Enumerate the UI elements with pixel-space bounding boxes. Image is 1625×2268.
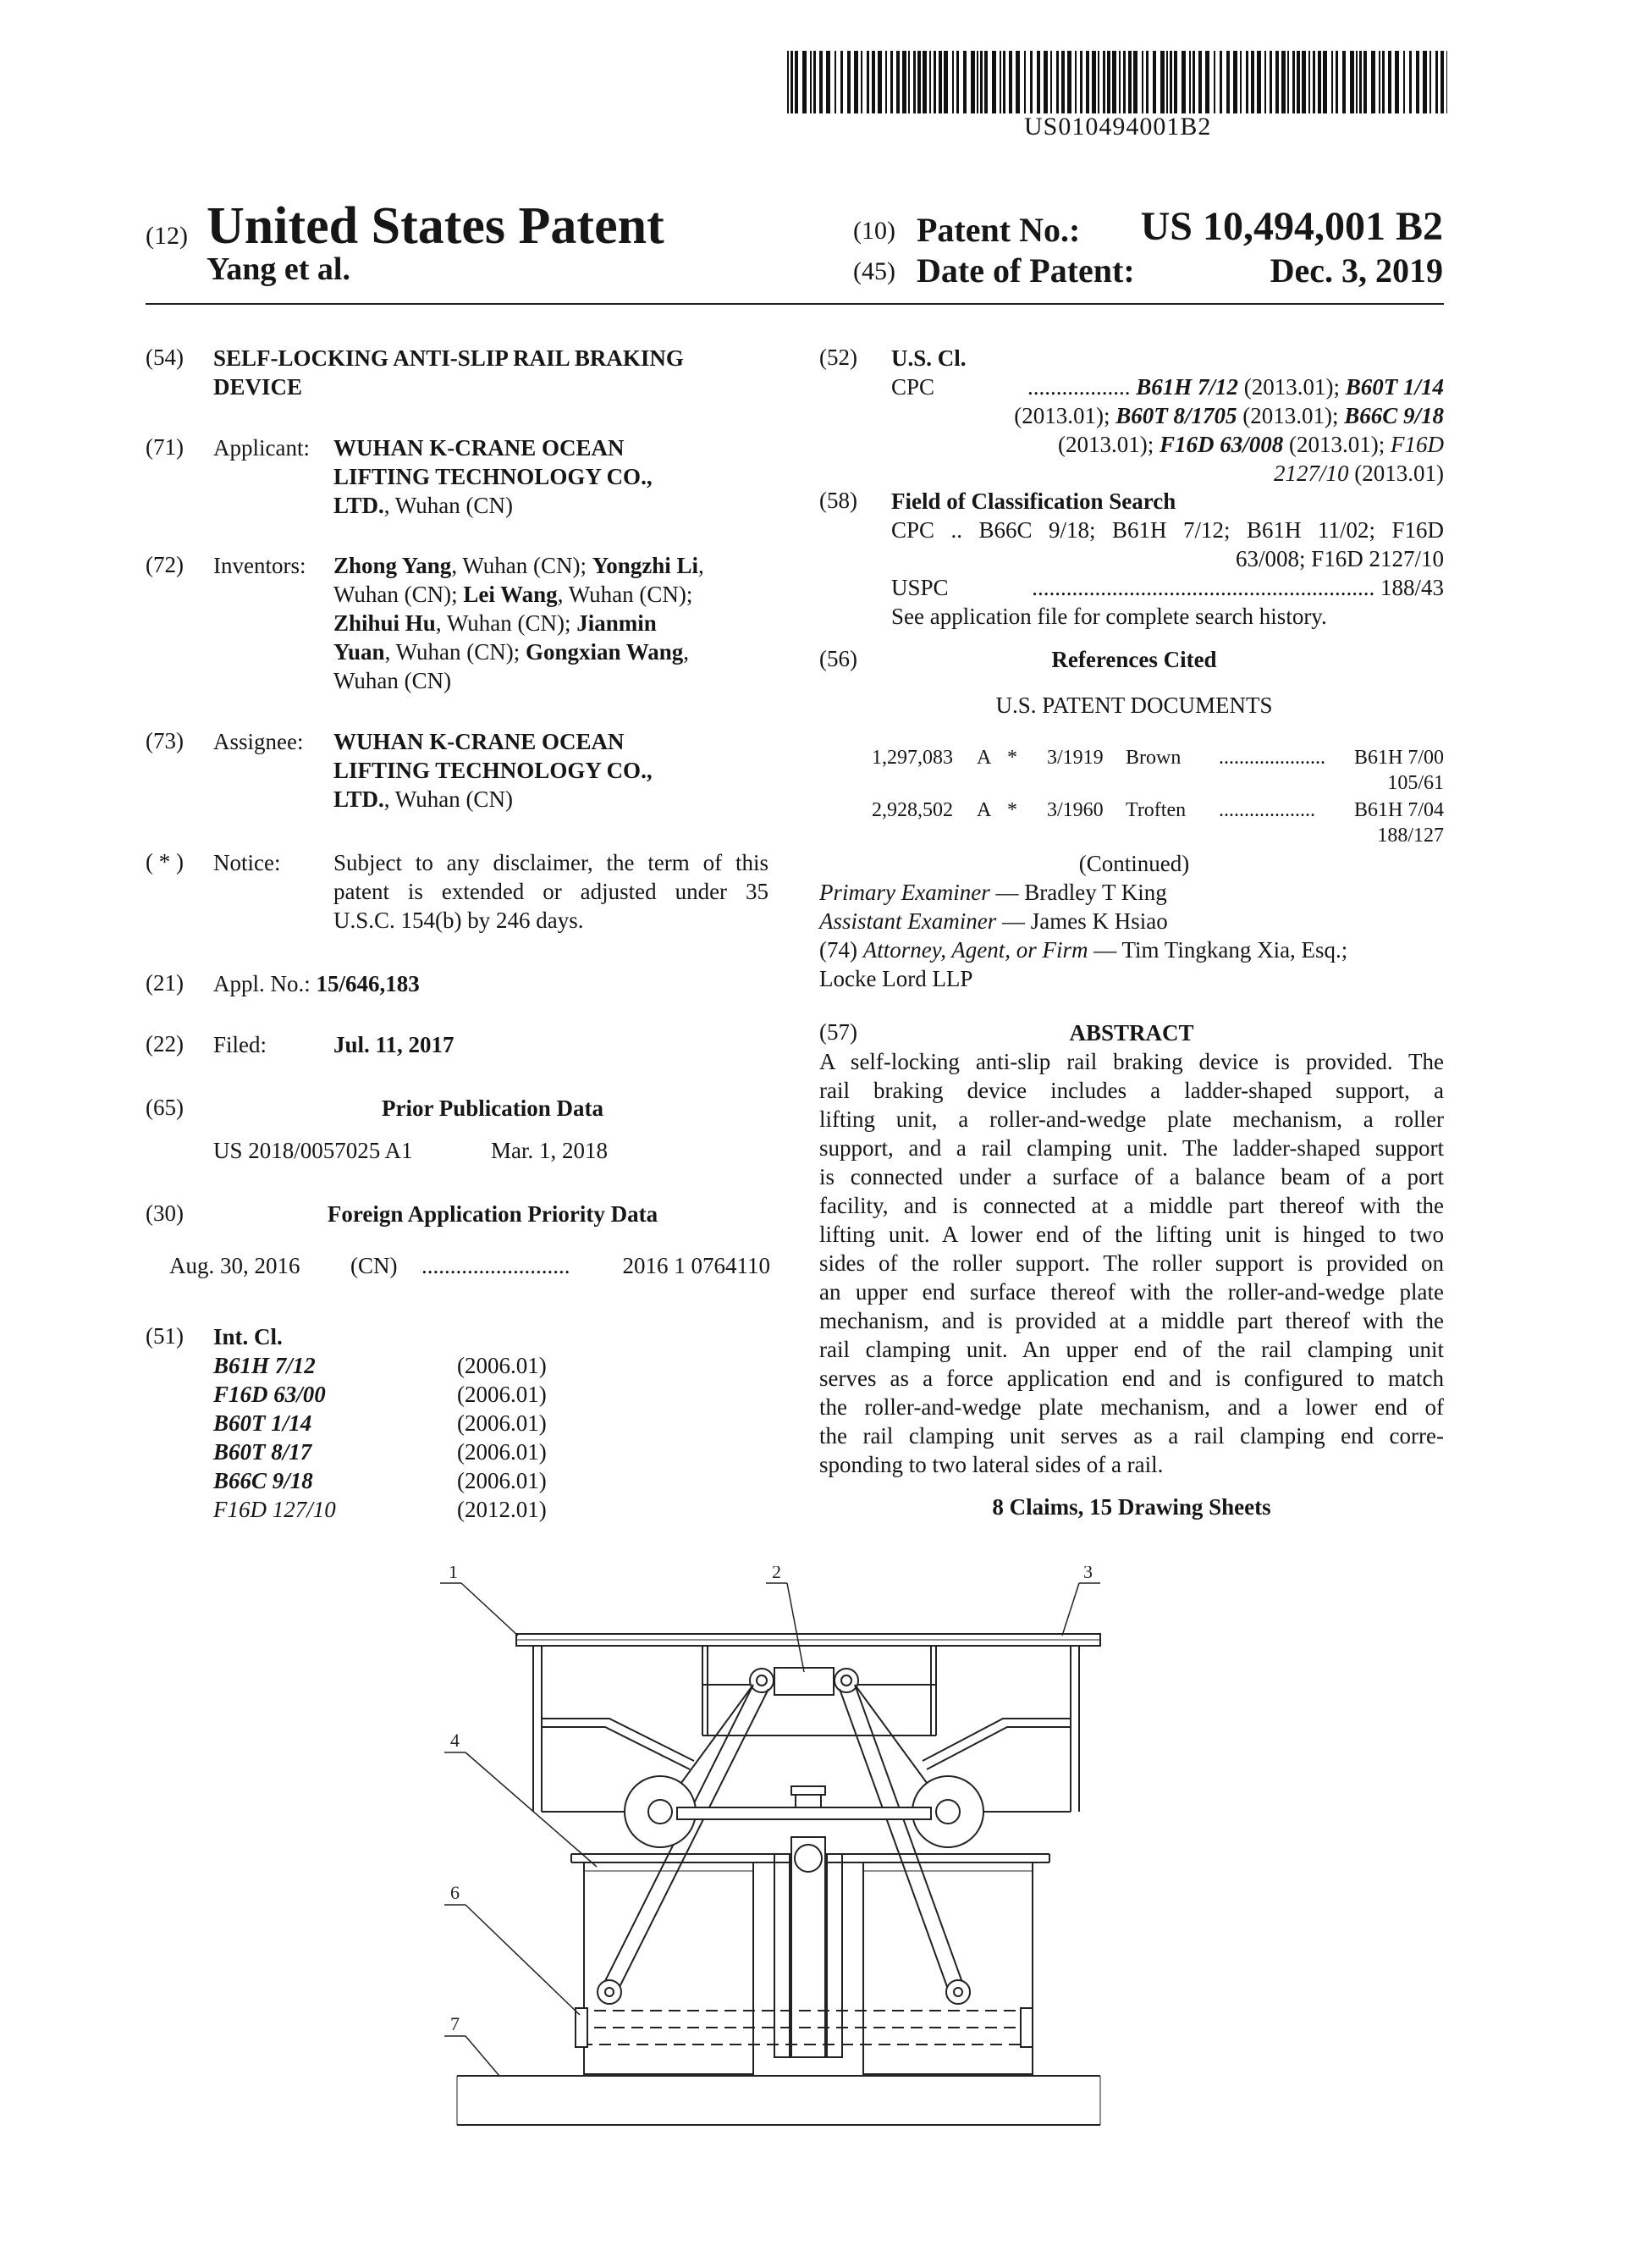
filed-date: Jul. 11, 2017	[333, 1032, 454, 1057]
notice-code: ( * )	[146, 849, 184, 875]
barcode-bar	[917, 51, 921, 113]
barcode-bar	[1429, 51, 1431, 113]
inid-code-56: (56)	[819, 646, 857, 671]
claims-and-sheets: 8 Claims, 15 Drawing Sheets	[992, 1494, 1271, 1520]
barcode-bar	[867, 51, 869, 113]
int-cl-class: B60T 8/17	[213, 1439, 312, 1465]
reference-kind: A	[977, 799, 992, 821]
reference-date: 3/1960	[1047, 799, 1104, 821]
barcode-bar	[1356, 51, 1358, 113]
references-continued: (Continued)	[1078, 851, 1190, 876]
title-line: DEVICE	[213, 374, 303, 400]
prior-publication-number: US 2018/0057025 A1	[213, 1138, 413, 1163]
reference-class: B61H 7/04	[1353, 799, 1444, 821]
attorney-label: Attorney, Agent, or Firm	[862, 937, 1088, 963]
abstract-line: A self-locking anti-slip rail braking device is provided. The	[819, 1049, 1444, 1074]
barcode-bar	[1403, 51, 1405, 113]
cpc-class: 2127/10	[1274, 461, 1349, 486]
priority-dots: ..........................	[421, 1253, 570, 1278]
invention-title	[213, 344, 684, 401]
barcode-bar	[840, 51, 843, 113]
assignee-name: LTD.	[333, 786, 384, 812]
filed-label: Filed:	[213, 1032, 267, 1057]
barcode-bar	[1409, 51, 1412, 113]
barcode-bar	[1174, 51, 1177, 113]
cpc-label: CPC	[891, 374, 935, 400]
int-cl-row	[213, 1351, 569, 1380]
barcode-bar	[790, 51, 793, 113]
inid-code-45: (45)	[853, 257, 895, 285]
barcode-bar	[1308, 51, 1310, 113]
barcode-bar	[1388, 51, 1391, 113]
barcode-bar	[1257, 51, 1261, 113]
search-line: CPC .. B66C 9/18; B61H 7/12; B61H 11/02; F16D	[891, 517, 1444, 543]
prior-publication-date: Mar. 1, 2018	[491, 1138, 608, 1163]
barcode-bar	[813, 51, 816, 113]
barcode-bar	[1133, 51, 1138, 113]
barcode-bar	[1098, 51, 1099, 113]
inventor-name: Zhihui Hu	[333, 610, 436, 636]
abstract-line: sides of the roller support. The roller support is provided on	[819, 1250, 1444, 1276]
barcode-bar	[1103, 51, 1105, 113]
inventors-label: Inventors:	[213, 553, 306, 578]
barcode-bar	[1270, 51, 1272, 113]
title-line: SELF-LOCKING ANTI-SLIP RAIL BRAKING	[213, 345, 684, 371]
inventor-location: , Wuhan (CN);	[435, 610, 577, 636]
barcode-bar	[1016, 51, 1020, 113]
numeral-label: 6	[450, 1882, 460, 1903]
cpc-version: (2013.01)	[1348, 461, 1444, 486]
us-cl-heading: U.S. Cl.	[891, 345, 967, 371]
barcode-bar	[1123, 51, 1126, 113]
barcode-bar	[896, 51, 900, 113]
field-of-search-heading: Field of Classification Search	[891, 488, 1176, 514]
barcode-bar	[1446, 51, 1447, 113]
application-number-label: Appl. No.:	[213, 971, 311, 996]
leader-dots: ...................	[1219, 799, 1315, 821]
cpc-version: (2013.01);	[1283, 432, 1391, 457]
us-cl-cpc	[891, 372, 1444, 488]
barcode-bar	[1170, 51, 1172, 113]
abstract-line: sponding to two lateral sides of a rail.	[819, 1452, 1164, 1477]
inid-code-30: (30)	[146, 1200, 184, 1226]
barcode-bar	[1037, 51, 1040, 113]
date-of-patent: Dec. 3, 2019	[1270, 251, 1443, 290]
barcode-bar	[984, 51, 988, 113]
barcode-bar	[1379, 51, 1380, 113]
balance-beam	[516, 1634, 1100, 1646]
barcode-bar	[902, 51, 906, 113]
int-cl-class: F16D 63/00	[213, 1382, 326, 1407]
applicant-label: Applicant:	[213, 435, 310, 461]
notice-line: U.S.C. 154(b) by 246 days.	[333, 908, 584, 933]
barcode-bar	[992, 51, 996, 113]
abstract-line: serves as a force application end and is configured to match	[819, 1366, 1444, 1391]
reference-name: Troften	[1126, 799, 1187, 821]
barcode-bar	[1275, 51, 1279, 113]
rail-clamping-unit	[774, 1837, 842, 2057]
barcode-bar	[1331, 51, 1333, 113]
abstract-line: lifting unit, a roller-and-wedge plate mechanism, a roller	[819, 1106, 1444, 1132]
representative-drawing	[440, 1566, 1117, 2184]
int-cl-version: (2012.01)	[457, 1497, 547, 1522]
barcode-bar	[1440, 51, 1444, 113]
header-divider	[146, 303, 1444, 305]
patent-type-title: United States Patent	[207, 197, 664, 255]
barcode-bar	[1067, 51, 1071, 113]
priority-country: (CN)	[350, 1253, 398, 1278]
barcode-bar	[1292, 51, 1295, 113]
inventor-location: Wuhan (CN)	[333, 668, 452, 693]
barcode-bar	[1251, 51, 1254, 113]
reference-number: 1,297,083	[872, 747, 953, 769]
barcode-bar	[847, 51, 851, 113]
barcode-bar	[1302, 51, 1306, 113]
abstract-line: facility, and is connected at a middle part thereof with the	[819, 1193, 1444, 1218]
barcode-bar	[885, 51, 887, 113]
inid-code-57: (57)	[819, 1019, 857, 1045]
barcode-bar	[1323, 51, 1327, 113]
barcode-bar	[952, 51, 954, 113]
applicant-name: LIFTING TECHNOLOGY CO.,	[333, 464, 653, 489]
barcode-bar	[1080, 51, 1082, 113]
reference-date: 3/1919	[1047, 747, 1104, 769]
int-cl-row	[213, 1495, 569, 1524]
barcode-bar	[1382, 51, 1385, 113]
leader-dots: ............................................................	[1032, 575, 1375, 600]
int-cl-class: B66C 9/18	[213, 1468, 313, 1493]
inventor-name: Zhong Yang	[333, 553, 452, 578]
assignee	[333, 727, 653, 814]
barcode-bar	[1198, 51, 1202, 113]
barcode-bar	[854, 51, 858, 113]
barcode-bar	[977, 51, 978, 113]
barcode-bar	[1240, 51, 1242, 113]
barcode-bar	[1142, 51, 1143, 113]
inid-code-73: (73)	[146, 728, 184, 753]
reference-number: 2,928,502	[872, 799, 953, 821]
inventor-location: , Wuhan (CN);	[384, 639, 526, 665]
examiners	[819, 878, 1444, 993]
barcode-bar	[1030, 51, 1033, 113]
barcode-bar	[1350, 51, 1354, 113]
date-of-patent-label: Date of Patent:	[917, 251, 1135, 290]
numeral-label: 3	[1083, 1566, 1093, 1582]
inventor-name: Yuan	[333, 639, 385, 665]
barcode-bar	[1423, 51, 1427, 113]
priority-number: 2016 1 0764110	[622, 1253, 770, 1278]
application-number-value: 15/646,183	[316, 971, 420, 996]
applicant-location: , Wuhan (CN)	[383, 493, 513, 518]
int-cl-heading: Int. Cl.	[213, 1324, 283, 1349]
reference-row	[872, 745, 1444, 797]
foreign-priority-heading: Foreign Application Priority Data	[327, 1201, 658, 1227]
barcode	[787, 51, 1447, 113]
rail	[457, 2076, 1100, 2125]
inventor-name: Yongzhi Li	[592, 553, 698, 578]
barcode-bar	[1119, 51, 1121, 113]
abstract-line: mechanism, and is provided at a middle part thereof with the	[819, 1308, 1444, 1333]
barcode-bar	[1318, 51, 1321, 113]
inventor-name: Gongxian Wang	[525, 639, 684, 665]
assignee-location: , Wuhan (CN)	[383, 786, 513, 812]
cpc-class: B61H 7/12	[1136, 374, 1238, 400]
punctuation: ,	[683, 639, 690, 665]
inid-code-74: (74)	[819, 937, 857, 963]
inid-code-12: (12)	[146, 222, 188, 250]
reference-cited-by-examiner: *	[1007, 799, 1017, 821]
int-cl-row	[213, 1466, 569, 1495]
barcode-bar	[1233, 51, 1237, 113]
int-cl-row	[213, 1438, 569, 1466]
abstract-text	[819, 1047, 1444, 1479]
assignee-name: LIFTING TECHNOLOGY CO.,	[333, 758, 653, 783]
uspc-value: 188/43	[1380, 575, 1444, 600]
prior-publication-heading: Prior Publication Data	[382, 1095, 603, 1121]
cpc-class: F16D	[1391, 432, 1444, 457]
abstract-line: support, and a rail clamping unit. The ladder-shaped support	[819, 1135, 1444, 1161]
inventors: Zhong Yang, Wuhan (CN); Yongzhi Li, Wuhan (CN); Lei Wang, Wuhan (CN); Zhihui Hu, Wuhan (CN); Jianmin Yuan, Wuhan (CN); Gongxian Wang, Wuhan (CN)	[333, 551, 774, 695]
inventor-location: , Wuhan (CN);	[557, 582, 693, 607]
barcode-bar	[1246, 51, 1248, 113]
barcode-bar	[795, 51, 798, 113]
cpc-class: B60T 8/1705	[1115, 403, 1237, 428]
barcode-bar	[1359, 51, 1362, 113]
uspc-label: USPC	[891, 575, 949, 600]
int-cl-version: (2006.01)	[457, 1439, 547, 1465]
reference-subclass: 105/61	[1387, 772, 1444, 794]
int-cl-list	[213, 1351, 569, 1524]
abstract-line: rail clamping unit. An upper end of the rail clamping unit	[819, 1337, 1444, 1362]
barcode-bar	[1416, 51, 1419, 113]
barcode-bar	[1107, 51, 1110, 113]
int-cl-class: B60T 1/14	[213, 1410, 312, 1436]
numeral-label: 1	[449, 1566, 458, 1582]
reference-cited-by-examiner: *	[1007, 747, 1017, 769]
barcode-bar	[1056, 51, 1059, 113]
barcode-bar	[872, 51, 875, 113]
barcode-bar	[890, 51, 893, 113]
applicant-name: WUHAN K-CRANE OCEAN	[333, 435, 625, 461]
barcode-bar	[810, 51, 812, 113]
barcode-bar	[1363, 51, 1367, 113]
abstract-line: the roller-and-wedge plate mechanism, and a lower end of	[819, 1394, 1444, 1420]
patent-number-label: Patent No.:	[917, 211, 1081, 249]
law-firm: Locke Lord LLP	[819, 966, 973, 991]
barcode-bar	[1336, 51, 1338, 113]
notice-label: Notice:	[213, 850, 281, 875]
barcode-bar	[1342, 51, 1346, 113]
barcode-bar	[819, 51, 823, 113]
barcode-bar	[1435, 51, 1438, 113]
cpc-class: F16D 63/008	[1160, 432, 1284, 457]
barcode-bar	[1189, 51, 1191, 113]
reference-subclass: 188/127	[1377, 825, 1444, 847]
barcode-bar	[1146, 51, 1149, 113]
barcode-bar	[1160, 51, 1165, 113]
reference-class: B61H 7/00	[1353, 747, 1444, 769]
search-history-note: See application file for complete search history.	[891, 604, 1327, 629]
int-cl-version: (2006.01)	[457, 1410, 547, 1436]
attorney: — Tim Tingkang Xia, Esq.;	[1088, 937, 1348, 963]
barcode-bar	[1003, 51, 1005, 113]
barcode-bar	[1214, 51, 1215, 113]
cpc-version: (2013.01);	[1014, 403, 1116, 428]
reference-leaders	[440, 1583, 1100, 2076]
int-cl-row	[213, 1409, 569, 1438]
abstract-line: an upper end surface thereof with the roller-and-wedge plate	[819, 1279, 1444, 1305]
reference-kind: A	[977, 747, 992, 769]
barcode-bar	[1000, 51, 1001, 113]
leader-dots: ..................	[1027, 374, 1131, 400]
barcode-bar	[1086, 51, 1089, 113]
barcode-bar	[1112, 51, 1116, 113]
barcode-bar	[826, 51, 830, 113]
abstract-line: lifting unit. A lower end of the lifting unit is hinged to two	[819, 1222, 1444, 1247]
barcode-bar	[1193, 51, 1195, 113]
inventor-name: Lei Wang	[463, 582, 558, 607]
reference-row	[872, 797, 1444, 850]
inid-code-21: (21)	[146, 970, 184, 996]
barcode-bar	[939, 51, 942, 113]
barcode-bar	[1313, 51, 1315, 113]
barcode-bar	[1395, 51, 1399, 113]
leader-dots: .....................	[1219, 747, 1325, 769]
assignee-label: Assignee:	[213, 729, 304, 754]
barcode-bar	[1281, 51, 1286, 113]
barcode-bar	[1287, 51, 1289, 113]
first-inventor: Yang et al.	[207, 251, 350, 287]
barcode-bar	[971, 51, 975, 113]
primary-examiner: — Bradley T King	[989, 880, 1167, 905]
assistant-examiner: — James K Hsiao	[996, 908, 1168, 934]
barcode-bar	[980, 51, 983, 113]
us-patent-documents-heading: U.S. PATENT DOCUMENTS	[995, 693, 1273, 718]
barcode-bar	[1009, 51, 1012, 113]
references-list	[872, 745, 1444, 850]
inid-code-22: (22)	[146, 1031, 184, 1057]
int-cl-class: B61H 7/12	[213, 1353, 316, 1378]
references-cited-heading: References Cited	[1051, 647, 1217, 672]
inid-code-51: (51)	[146, 1323, 184, 1349]
search-line: 63/008; F16D 2127/10	[1235, 546, 1444, 571]
notice-line: Subject to any disclaimer, the term of this	[333, 850, 768, 875]
inventor-name: Jianmin	[576, 610, 657, 636]
inid-code-71: (71)	[146, 434, 184, 460]
notice-text	[333, 848, 768, 935]
int-cl-version: (2006.01)	[457, 1353, 547, 1378]
barcode-bar	[963, 51, 967, 113]
barcode-bar	[1264, 51, 1266, 113]
inventor-location: , Wuhan (CN);	[451, 553, 592, 578]
barcode-bar	[1128, 51, 1132, 113]
barcode-bar	[1044, 51, 1048, 113]
barcode-bar	[1226, 51, 1230, 113]
barcode-bar	[1182, 51, 1186, 113]
barcode-bar	[787, 51, 789, 113]
barcode-bar	[1297, 51, 1300, 113]
barcode-bar	[923, 51, 927, 113]
applicant-name: LTD.	[333, 493, 384, 518]
abstract-heading: ABSTRACT	[1069, 1020, 1194, 1046]
int-cl-version: (2006.01)	[457, 1382, 547, 1407]
barcode-bar	[1166, 51, 1168, 113]
barcode-bar	[1050, 51, 1052, 113]
barcode-bar	[908, 51, 910, 113]
reference-name: Brown	[1126, 747, 1182, 769]
cpc-version: (2013.01);	[1237, 403, 1345, 428]
barcode-bar	[802, 51, 807, 113]
barcode-bar	[1220, 51, 1222, 113]
barcode-bar	[956, 51, 959, 113]
cpc-version: (2013.01);	[1058, 432, 1160, 457]
primary-examiner-label: Primary Examiner	[819, 880, 990, 905]
barcode-bar	[1153, 51, 1156, 113]
inid-code-58: (58)	[819, 488, 857, 513]
document-number: US010494001B2	[1024, 113, 1212, 141]
inventor-location: Wuhan (CN);	[333, 582, 464, 607]
inid-code-72: (72)	[146, 552, 184, 577]
barcode-bar	[1075, 51, 1077, 113]
abstract-line: is connected under a surface of a balance beam of a port	[819, 1164, 1444, 1189]
barcode-bar	[1024, 51, 1026, 113]
notice-line: patent is extended or adjusted under 35	[333, 879, 768, 904]
cpc-class: B60T 1/14	[1345, 374, 1444, 400]
int-cl-version: (2006.01)	[457, 1468, 547, 1493]
barcode-bar	[835, 51, 836, 113]
inid-code-54: (54)	[146, 345, 184, 370]
barcode-bar	[1371, 51, 1375, 113]
barcode-bar	[1061, 51, 1065, 113]
barcode-bar	[934, 51, 936, 113]
inid-code-65: (65)	[146, 1095, 184, 1120]
cpc-class: B66C 9/18	[1344, 403, 1444, 428]
abstract-line: rail braking device includes a ladder-shaped support, a	[819, 1078, 1444, 1103]
inid-code-10: (10)	[853, 217, 895, 245]
barcode-bar	[913, 51, 916, 113]
numeral-label: 7	[450, 2013, 460, 2034]
application-number	[213, 969, 420, 998]
assignee-name: WUHAN K-CRANE OCEAN	[333, 729, 625, 754]
assistant-examiner-label: Assistant Examiner	[819, 908, 997, 934]
numeral-label: 2	[772, 1566, 781, 1582]
numeral-label: 4	[450, 1730, 460, 1751]
barcode-bar	[1205, 51, 1209, 113]
barcode-bar	[878, 51, 882, 113]
barcode-bar	[861, 51, 862, 113]
cpc-version: (2013.01);	[1238, 374, 1346, 400]
priority-date: Aug. 30, 2016	[169, 1253, 300, 1278]
abstract-line: the rail clamping unit serves as a rail clamping end corre-	[819, 1423, 1444, 1449]
int-cl-class: F16D 127/10	[213, 1497, 336, 1522]
barcode-bar	[1092, 51, 1096, 113]
barcode-bar	[944, 51, 948, 113]
int-cl-row	[213, 1380, 569, 1409]
field-of-search	[891, 516, 1444, 631]
applicant	[333, 433, 653, 520]
barcode-bar	[929, 51, 931, 113]
patent-number: US 10,494,001 B2	[1140, 204, 1443, 249]
inid-code-52: (52)	[819, 345, 857, 370]
